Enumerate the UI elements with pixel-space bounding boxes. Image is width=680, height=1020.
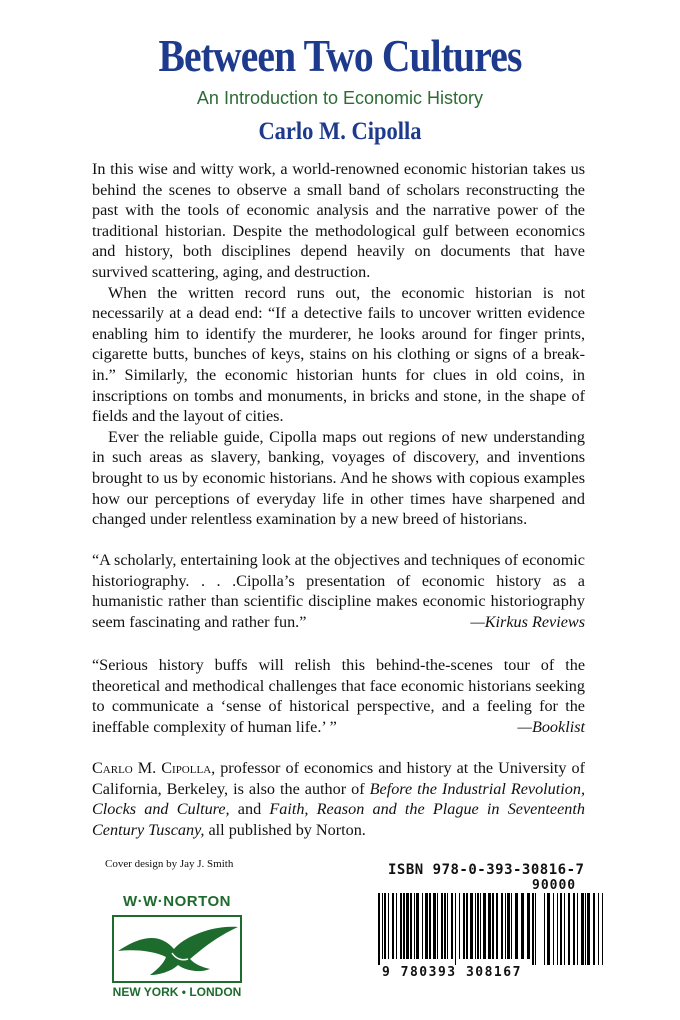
author-bio-and: and bbox=[229, 800, 270, 819]
publisher-name: W·W·NORTON bbox=[122, 893, 232, 910]
barcode bbox=[376, 893, 606, 965]
author-bio-name: Carlo M. Cipolla bbox=[92, 759, 212, 777]
book-title: Between Two Cultures bbox=[158, 30, 522, 81]
description bbox=[92, 159, 585, 530]
review-quote-1-text: “A scholarly, entertaining look at the objectives and techniques of economic historiography. . . .Cipolla’s presentation of economic history as a humanistic rather than scientific discipline makes economic historiography seem fascinating and rather fun.” bbox=[92, 551, 585, 631]
book-author: Carlo M. Cipolla bbox=[258, 118, 422, 145]
description-paragraph-2: When the written record runs out, the economic historian is not necessarily at a dead end: “If a detective fails to uncover written evidence enabling him to identify the murderer, he looks around for finger prints, cigarette butts, bunches of keys, stains on his clothing or signs of a break-in.” Similarly, the economic historian hunts for clues in old coins, in inscriptions on tombs and monuments, in bricks and stone, in the shape of fields and the layout of cities. bbox=[92, 283, 585, 426]
seagull-logo-icon bbox=[112, 915, 242, 983]
book-subtitle: An Introduction to Economic History bbox=[196, 88, 484, 108]
isbn-label: ISBN 978-0-393-30816-7 bbox=[388, 862, 585, 878]
publisher-city: NEW YORK • LONDON bbox=[112, 985, 242, 999]
author-bio-text-2: all published by Norton. bbox=[204, 820, 366, 839]
author-bio-book-1: Before the Industrial Revolution, Clocks and Culture, bbox=[92, 779, 585, 819]
author-bio-text-1: , professor of economics and history at the University of California, Berkeley, is also the author of bbox=[92, 759, 585, 798]
review-quote-1 bbox=[92, 550, 585, 632]
barcode-addon-number: 90000 bbox=[532, 878, 577, 893]
description-paragraph-3: Ever the reliable guide, Cipolla maps out regions of new understanding in such areas as slavery, banking, voyages of discovery, and inventions brought to us by economic historians. And he shows with copious examples how our perceptions of everyday life in other times have sharpened and changed under relentless examination by a new breed of historians. bbox=[92, 427, 585, 529]
review-quote-2 bbox=[92, 655, 585, 737]
review-quote-1-source: —Kirkus Reviews bbox=[470, 612, 585, 631]
review-quote-2-text: “Serious history buffs will relish this behind-the-scenes tour of the theoretical and methodical challenges that face economic historians seeking to communicate a ‘sense of historical perspective, and a feeling for the ineffable complexity of human life.’ ” bbox=[92, 656, 585, 736]
cover-credit: Cover design by Jay J. Smith bbox=[105, 858, 234, 870]
author-bio-book-2: Faith, Reason and the Plague in Seventeenth Century Tuscany, bbox=[92, 800, 585, 839]
author-bio bbox=[92, 758, 585, 840]
review-quote-2-source: —Booklist bbox=[517, 717, 585, 736]
description-paragraph-1: In this wise and witty work, a world-renowned economic historian takes us behind the scenes to observe a small band of scholars reconstructing the past with the tools of economic analysis and the narrative power of the traditional historian. Despite the methodological gulf between economics and history, both disciplines depend heavily on documents that have survived scattering, aging, and destruction. bbox=[92, 160, 585, 281]
ean-number: 9 780393 308167 bbox=[382, 965, 522, 980]
